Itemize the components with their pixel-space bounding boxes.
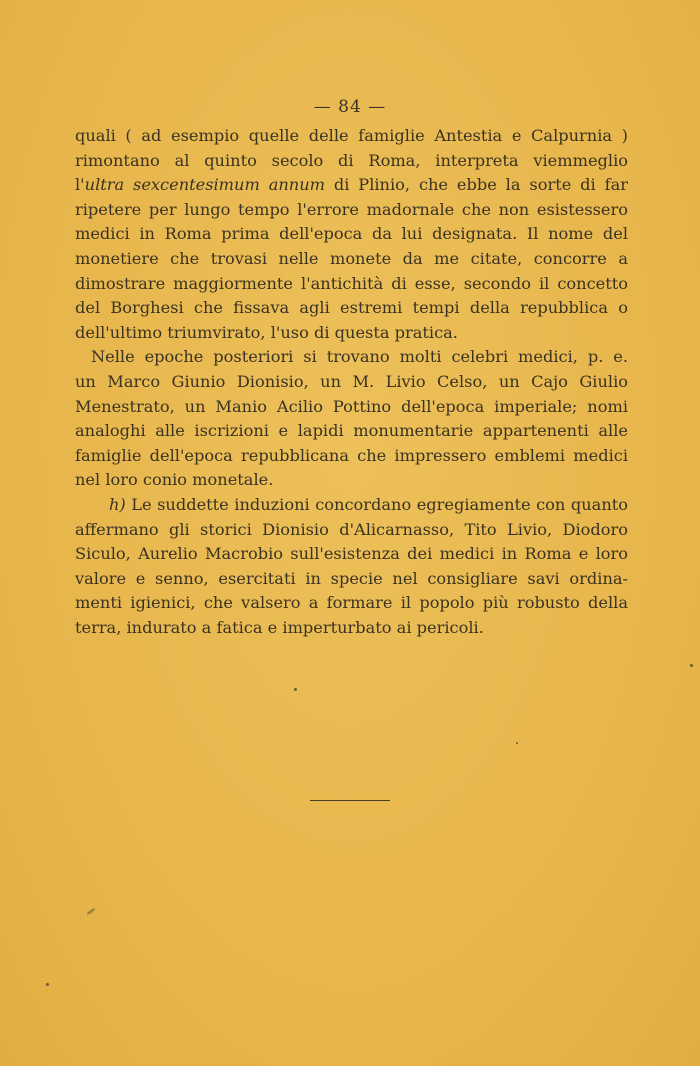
text-line: valore e senno, esercitati in specie nel consigliare savi ordina- bbox=[75, 568, 628, 588]
body-text bbox=[75, 124, 628, 640]
paragraph-1 bbox=[75, 124, 628, 345]
text-line: monetiere che trovasi nelle monete da me citate, concorre a bbox=[75, 248, 628, 268]
text-line bbox=[75, 345, 628, 370]
text-line bbox=[75, 173, 628, 198]
text-line: terra, indurato a fatica e imperturbato ai pericoli. bbox=[75, 617, 484, 637]
text-line: menti igienici, che valsero a formare il popolo più robusto della bbox=[75, 593, 628, 613]
text-line: nel loro conio monetale. bbox=[75, 470, 274, 490]
text-line: dell'ultimo triumvirato, l'uso di questa pratica. bbox=[75, 322, 458, 342]
text-line: famiglie dell'epoca repubblicana che impressero emblemi medici bbox=[75, 445, 628, 465]
paper-speck bbox=[86, 907, 96, 915]
paper-speck bbox=[516, 742, 518, 744]
text-line: quali ( ad esempio quelle delle famiglie Antestia e Calpurnia ) bbox=[75, 126, 628, 145]
section-divider bbox=[310, 800, 390, 801]
text-line: rimontano al quinto secolo di Roma, interpreta viemmeglio bbox=[75, 150, 628, 170]
text-line: Menestrato, un Manio Acilio Pottino dell'epoca imperiale; nomi bbox=[75, 396, 628, 416]
text-line: affermano gli storici Dionisio d'Alicarnasso, Tito Livio, Diodoro bbox=[75, 519, 628, 539]
text-fragment: l' bbox=[75, 175, 85, 195]
text-line: Siculo, Aurelio Macrobio sull'esistenza dei medici in Roma e loro bbox=[75, 544, 628, 564]
paragraph-marker: h) bbox=[109, 494, 126, 514]
text-fragment: Le suddette induzioni concordano egregiamente con quanto bbox=[125, 494, 628, 514]
text-line: analoghi alle iscrizioni e lapidi monumentarie appartenenti alle bbox=[75, 421, 628, 441]
latin-quote: ultra sexcentesimum annum bbox=[84, 175, 325, 195]
text-line: medici in Roma prima dell'epoca da lui designata. Il nome del bbox=[75, 224, 628, 244]
paper-speck bbox=[46, 983, 49, 986]
paper-speck bbox=[690, 664, 693, 667]
text-fragment: Nelle epoche posteriori si trovano molti celebri medici, p. e. bbox=[91, 347, 628, 367]
paper-speck bbox=[294, 688, 297, 691]
paragraph-3 bbox=[75, 493, 628, 641]
text-line: dimostrare maggiormente l'antichità di esse, secondo il concetto bbox=[75, 273, 628, 293]
text-line: un Marco Giunio Dionisio, un M. Livio Celso, un Cajo Giulio bbox=[75, 371, 628, 391]
text-line bbox=[75, 493, 628, 518]
paragraph-2 bbox=[75, 345, 628, 493]
text-line: del Borghesi che fissava agli estremi tempi della repubblica o bbox=[75, 298, 628, 318]
page-number: — 84 — bbox=[313, 97, 387, 117]
text-line: ripetere per lungo tempo l'errore madornale che non esistessero bbox=[75, 199, 628, 219]
text-fragment: di Plinio, che ebbe la sorte di far bbox=[324, 175, 628, 195]
